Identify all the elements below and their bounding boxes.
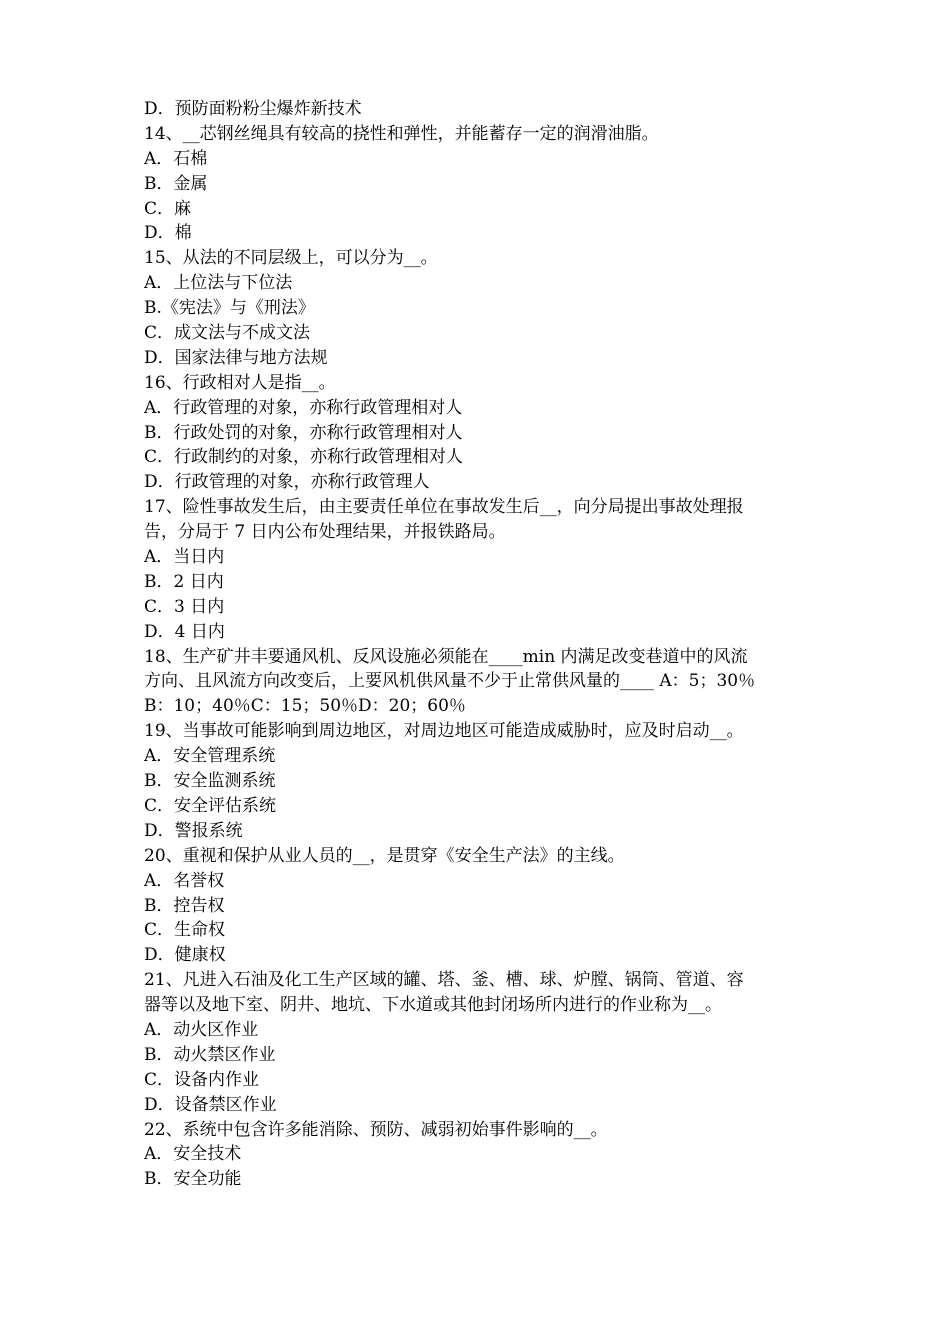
option-d: D．设备禁区作业 xyxy=(144,1094,277,1115)
option-d: D．警报系统 xyxy=(144,820,243,841)
option-c: C．设备内作业 xyxy=(144,1069,260,1090)
question-21-line-2: 器等以及地下室、阴井、地坑、下水道或其他封闭场所内进行的作业称为__。 xyxy=(144,995,722,1016)
option-d-line: D．预防面粉粉尘爆炸新技术 xyxy=(144,99,362,119)
option-b: B．控告权 xyxy=(144,895,225,916)
option-a: A．安全技术 xyxy=(144,1144,242,1165)
option-d: D．4 日内 xyxy=(144,621,225,642)
option-a: A．动火区作业 xyxy=(144,1019,259,1040)
option-c: C．生命权 xyxy=(144,920,226,941)
document-page xyxy=(144,97,824,1192)
option-b: B．动火禁区作业 xyxy=(144,1044,276,1065)
option-a: A．名誉权 xyxy=(144,870,225,891)
option-c: C．行政制约的对象，亦称行政管理相对人 xyxy=(144,447,464,468)
option-a: A．石棉 xyxy=(144,148,208,169)
option-a: A．行政管理的对象，亦称行政管理相对人 xyxy=(144,397,463,418)
option-c: C．3 日内 xyxy=(144,596,225,617)
question-19: 19、当事故可能影响到周边地区，对周边地区可能造成威胁时，应及时启动__。 xyxy=(144,721,744,742)
option-d: D．行政管理的对象，亦称行政管理人 xyxy=(144,472,430,493)
option-a: A．当日内 xyxy=(144,547,225,568)
option-d: D．国家法律与地方法规 xyxy=(144,347,328,368)
option-b: B．安全功能 xyxy=(144,1169,242,1190)
question-21-line-1: 21、凡进入石油及化工生产区域的罐、塔、釜、槽、球、炉膛、锅筒、管道、容 xyxy=(144,970,744,991)
question-18-line-3: B：10；40％C：15；50％D：20；60％ xyxy=(144,696,466,717)
question-22: 22、系统中包含许多能消除、预防、减弱初始事件影响的__。 xyxy=(144,1119,608,1140)
option-d: D．健康权 xyxy=(144,945,226,966)
option-c: C．成文法与不成文法 xyxy=(144,323,311,344)
option-d: D．棉 xyxy=(144,223,192,244)
option-b: B．金属 xyxy=(144,173,208,194)
option-a: A．上位法与下位法 xyxy=(144,273,293,294)
option-b: B．行政处罚的对象，亦称行政管理相对人 xyxy=(144,422,463,443)
question-14: 14、__芯钢丝绳具有较高的挠性和弹性，并能蓄存一定的润滑油脂。 xyxy=(144,123,659,144)
option-b: B．2 日内 xyxy=(144,571,224,592)
option-b: B.《宪法》与《刑法》 xyxy=(144,298,315,319)
question-17-line-1: 17、险性事故发生后，由主要责任单位在事故发生后__，向分局提出事故处理报 xyxy=(144,497,744,518)
question-15: 15、从法的不同层级上，可以分为__。 xyxy=(144,248,438,269)
option-c: C．安全评估系统 xyxy=(144,795,277,816)
question-20: 20、重视和保护从业人员的__，是贯穿《安全生产法》的主线。 xyxy=(144,845,625,866)
option-c: C．麻 xyxy=(144,198,192,219)
option-b: B．安全监测系统 xyxy=(144,771,276,792)
question-17-line-2: 告，分局于 7 日内公布处理结果，并报铁路局。 xyxy=(144,522,506,543)
question-16: 16、行政相对人是指__。 xyxy=(144,372,336,393)
question-18-line-2: 方向、且风流方向改变后，上要风机供风量不少于止常供风量的____ A：5；30％ xyxy=(144,671,756,692)
question-18-line-1: 18、生产矿井丰要通风机、反风设施必须能在____min 内满足改变巷道中的风流 xyxy=(144,646,748,667)
option-a: A．安全管理系统 xyxy=(144,746,276,767)
